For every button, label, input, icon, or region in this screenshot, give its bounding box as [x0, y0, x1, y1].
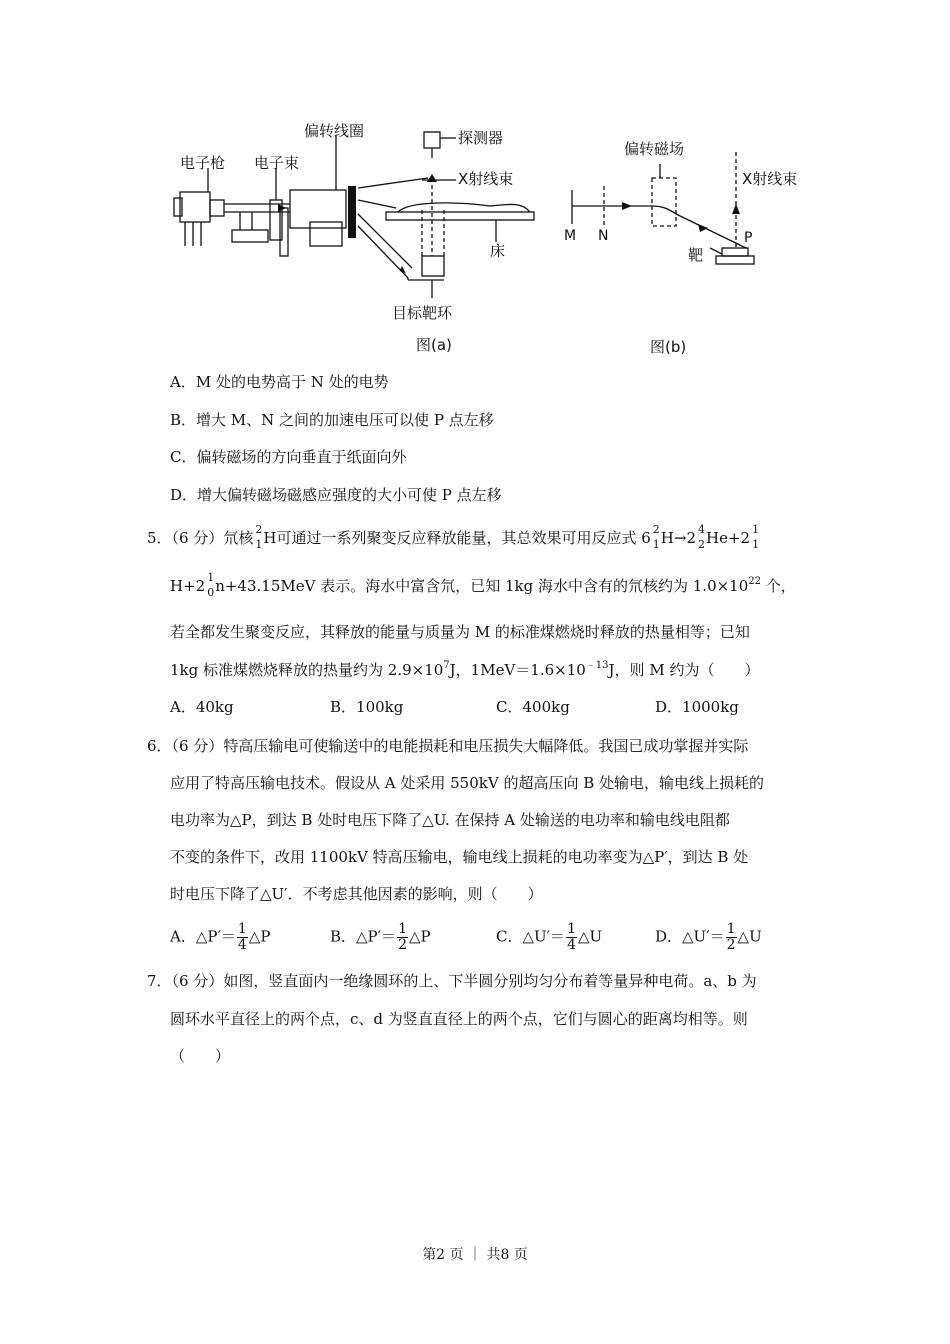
q6-option-b: B．△P′＝ $\frac{1}{2}$ △P — [330, 921, 431, 953]
q6-option-d: D．△U′＝ $\frac{1}{2}$ △U — [655, 921, 762, 953]
label-detector: 探测器 — [458, 129, 504, 147]
q7-line-3: （ ） — [170, 1047, 231, 1065]
q7-line-1: 7．（6 分）如图，竖直面内一绝缘圆环的上、下半圆分别均匀分布着等量异种电荷。a、b 为 — [147, 972, 757, 990]
q4-option-c: C．偏转磁场的方向垂直于纸面向外 — [170, 448, 407, 466]
label-target: 靶 — [688, 246, 704, 264]
figure-b — [560, 130, 840, 365]
page-footer: 第2 页 ｜ 共8 页 — [422, 1247, 528, 1263]
label-target-ring: 目标靶环 — [392, 304, 453, 322]
q6-option-a: A．△P′＝ $\frac{1}{4}$ △P — [170, 921, 271, 953]
caption-figure-a: 图(a) — [416, 336, 452, 354]
label-bed: 床 — [490, 242, 506, 260]
q4-option-b: B．增大 M、N 之间的加速电压可以使 P 点左移 — [170, 411, 494, 429]
q5-line-1: 5．（6 分）氘核 2 1 H可通过一系列聚变反应释放能量，其总效果可用反应式 6 2 1 H→2 4 2 He+2 1 1 — [147, 523, 760, 551]
q4-option-a: A．M 处的电势高于 N 处的电势 — [170, 373, 389, 391]
q5-line-2: H+2 1 0 n+43.15MeV 表示。海水中富含氘，已知 1kg 海水中含有的氘核约为 $1.0\times 10^{22}$ 个， — [170, 571, 796, 599]
q6-line-1: 6．（6 分）特高压输电可使输送中的电能损耗和电压损失大幅降低。我国已成功掌握并实际 — [147, 737, 749, 755]
caption-figure-b: 图(b) — [650, 338, 687, 356]
figure-a — [160, 118, 550, 363]
label-deflection-field: 偏转磁场 — [624, 140, 685, 158]
label-deflection-coil: 偏转线圈 — [304, 122, 365, 140]
q6-line-2: 应用了特高压输电技术。假设从 A 处采用 550kV 的超高压向 B 处输电，输电线上损耗的 — [170, 774, 765, 792]
q5-option-d: D．1000kg — [655, 698, 739, 716]
q5-option-b: B．100kg — [330, 698, 404, 716]
label-electron-beam: 电子束 — [254, 154, 300, 172]
q4-option-d: D．增大偏转磁场磁感应强度的大小可使 P 点左移 — [170, 486, 502, 504]
q6-line-3: 电功率为△P，到达 B 处时电压下降了△U. 在保持 A 处输送的电功率和输电线电阻都 — [170, 811, 730, 829]
label-xray-beam-b: X射线束 — [742, 170, 798, 188]
q6-option-c: C．△U′＝ $\frac{1}{4}$ △U — [496, 921, 603, 953]
q5-line-4: 1kg 标准煤燃烧释放的热量约为 $2.9\times 10^7J$，$1MeV=1.6\times 10^{﹣13}J$，则 M 约为（ ） — [170, 660, 760, 679]
q5-line-3: 若全都发生聚变反应，其释放的能量与质量为 M 的标准煤燃烧时释放的热量相等；已知 — [170, 623, 750, 641]
q7-line-2: 圆环水平直径上的两个点，c、d 为竖直直径上的两个点，它们与圆心的距离均相等。则 — [170, 1010, 748, 1028]
q5-option-c: C．400kg — [496, 698, 570, 716]
label-m: M — [564, 228, 577, 244]
label-p: P — [744, 230, 753, 246]
label-n: N — [598, 228, 609, 244]
q6-line-4: 不变的条件下，改用 1100kV 特高压输电，输电线上损耗的电功率变为△P′，到达 B 处 — [170, 848, 749, 866]
label-electron-gun: 电子枪 — [180, 154, 226, 172]
q5-option-a: A．40kg — [170, 698, 234, 716]
q6-line-5: 时电压下降了△U′．不考虑其他因素的影响，则（ ） — [170, 885, 543, 903]
label-xray-beam: X射线束 — [458, 170, 514, 188]
